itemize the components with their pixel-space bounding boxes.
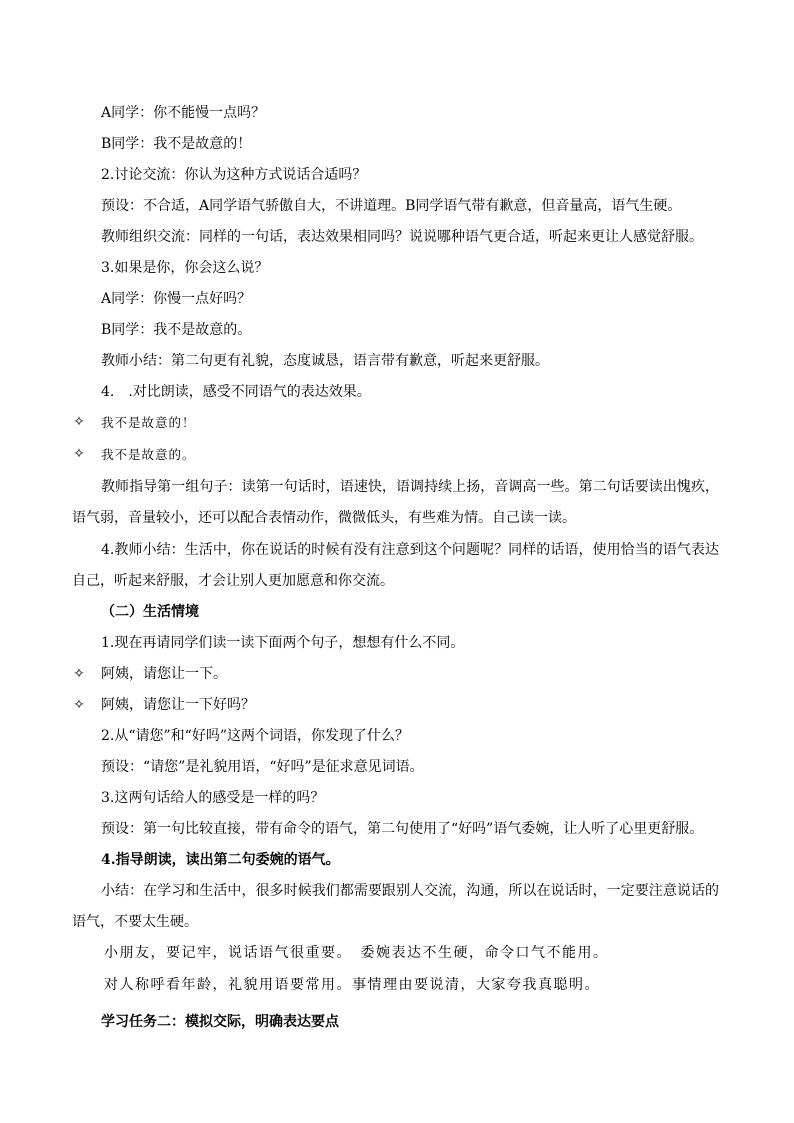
teacher-summary-2-line-1: 4.教师小结：生活中，你在说话的时候有没有注意到这个问题呢？同样的话语，使用恰当的语气表达 <box>101 542 719 558</box>
feeling-question: 3.这两句话给人的感受是一样的吗？ <box>101 790 325 806</box>
diamond-bullet-icon: ✧ <box>73 446 85 462</box>
teacher-guidance-line-2: 语气弱，音量较小，还可以配合表情动作，微微低头，有些难为情。自己读一读。 <box>72 510 576 526</box>
dialogue-line-a-polite: A同学：你慢一点好吗？ <box>101 291 252 307</box>
comparative-reading-step: 4. .对比朗读，感受不同语气的表达效果。 <box>101 384 371 400</box>
diamond-bullet-icon: ✧ <box>73 414 85 430</box>
rhyme-line-2: 对人称呼看年龄，礼貌用语要常用。事情理由要说清，大家夸我真聪明。 <box>104 977 600 993</box>
teacher-summary: 教师小结：第二句更有礼貌，态度诚恳，语言带有歉意，听起来更舒服。 <box>101 353 549 369</box>
diamond-bullet-icon: ✧ <box>73 666 85 682</box>
word-preset: 预设：“请您”是礼貌用语，“好吗”是征求意见词语。 <box>101 759 424 775</box>
teacher-summary-2-line-2: 自己，听起来舒服，才会让别人更加愿意和你交流。 <box>72 573 394 589</box>
teacher-exchange: 教师组织交流：同样的一句话，表达效果相同吗？说说哪种语气更合适，听起来更让人感觉舒服。 <box>101 229 703 245</box>
bullet-sentence-1: 我不是故意的！ <box>101 415 196 430</box>
if-you-question: 3.如果是你，你会这么说？ <box>101 260 269 276</box>
learning-task-2-heading: 学习任务二：模拟交际，明确表达要点 <box>101 1014 339 1030</box>
dialogue-line-a-question: A同学：你不能慢一点吗？ <box>101 105 266 121</box>
dialogue-line-b-reply: B同学：我不是故意的！ <box>101 136 252 152</box>
summary-line-2: 语气，不要太生硬。 <box>72 914 198 930</box>
bullet-sentence-2: 我不是故意的。 <box>101 447 196 462</box>
read-sentences-prompt: 1.现在再请同学们读一读下面两个句子，想想有什么不同。 <box>101 635 465 651</box>
preset-answer: 预设：不合适，A同学语气骄傲自大，不讲道理。B同学语气带有歉意，但音量高，语气生硬。 <box>101 198 682 214</box>
rhyme-line-1: 小朋友，要记牢，说话语气很重要。 委婉表达不生硬，命令口气不能用。 <box>104 945 609 961</box>
diamond-bullet-icon: ✧ <box>73 697 85 713</box>
bullet-sentence-3: 阿姨，请您让一下。 <box>101 666 227 682</box>
word-question: 2.从“请您”和“好吗”这两个词语，你发现了什么？ <box>101 728 409 744</box>
teacher-guidance-line-1: 教师指导第一组句子：读第一句话时，语速快，语调持续上扬，音调高一些。第二句话要读出愧疚， <box>101 479 719 495</box>
feeling-preset: 预设：第一句比较直接，带有命令的语气，第二句使用了“好吗”语气委婉，让人听了心里更舒服。 <box>101 821 704 837</box>
bullet-sentence-4: 阿姨，请您让一下好吗？ <box>101 697 255 713</box>
section-heading-life-situation: （二）生活情境 <box>101 604 199 620</box>
guided-reading-step: 4.指导朗读，读出第二句委婉的语气。 <box>101 852 340 868</box>
discussion-question: 2.讨论交流：你认为这种方式说话合适吗？ <box>101 167 367 183</box>
dialogue-line-b-polite: B同学：我不是故意的。 <box>101 322 252 338</box>
summary-line-1: 小结：在学习和生活中，很多时候我们都需要跟别人交流，沟通，所以在说话时，一定要注意说话的 <box>101 883 719 899</box>
